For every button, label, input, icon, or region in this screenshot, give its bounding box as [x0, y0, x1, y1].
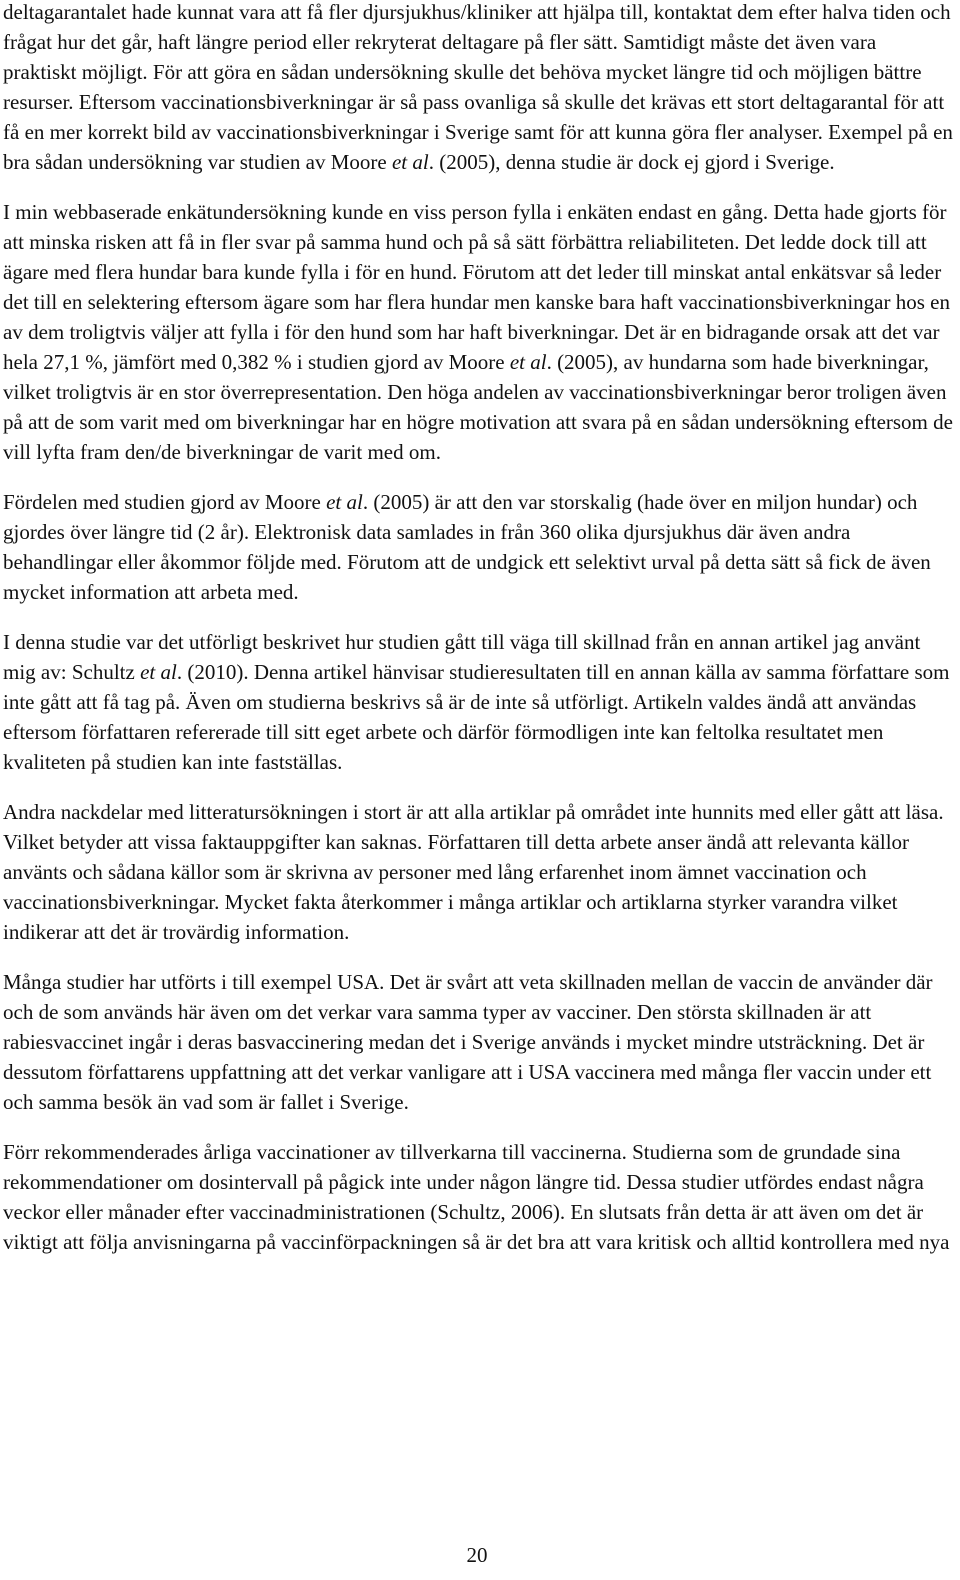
paragraph-text: deltagarantalet hade kunnat vara att få fler djursjukhus/kliniker att hjälpa till, kontaktat dem efter halva tiden och frågat hur det går, haft längre period eller rekryterat deltagare på fler sätt. Samtidigt måste det även vara praktiskt möjligt. För att göra en sådan undersökning skulle det behöva mycket längre tid och möjligen bättre resurser. Eftersom vaccinationsbiverkningar är så pass ovanliga så skulle det krävas ett stort deltagarantal för att få en mer korrekt bild av vaccinationsbiverkningar i Sverige samt för att kunna göra fler analyser. Exempel på en bra sådan undersökning var studien av Moore	[3, 0, 953, 174]
paragraph-text: I min webbaserade enkätundersökning kunde en viss person fylla i enkäten endast en gång. Detta hade gjorts för att minska risken att få in fler svar på samma hund och på så sätt förbättra reliabiliteten. Det ledde dock till att ägare med flera hundar bara kunde fylla i för en hund. Förutom att det leder till minskat antal enkätsvar så leder det till en selektering eftersom ägare som har flera hundar men kanske bara haft vaccinationsbiverkningar hos en av dem troligtvis väljer att fylla i för den hund som har haft biverkningar. Det är en bidragande orsak att det var hela 27,1 %, jämfört med 0,382 % i studien gjord av Moore	[3, 200, 950, 374]
paragraph-text: Fördelen med studien gjord av Moore	[3, 490, 327, 514]
body-text	[3, 0, 954, 1257]
italic-text: et al	[391, 150, 429, 174]
paragraph	[3, 0, 954, 177]
paragraph-text: I denna studie var det utförligt beskrivet hur studien gått till väga till skillnad från en annan artikel jag använt mig av: Schultz	[3, 630, 921, 684]
paragraph-text: . (2010). Denna artikel hänvisar studieresultaten till en annan källa av samma författare som inte gått att få tag på. Även om studierna beskrivs så är de inte så utförligt. Artikeln valdes ändå att användas eftersom författaren refererade till sitt eget arbete och därför förmodligen inte kan feltolka resultatet men kvaliteten på studien kan inte fastställas.	[3, 660, 950, 774]
paragraph-text: . (2005), av hundarna som hade biverkningar, vilket troligtvis är en stor överrepresentation. Den höga andelen av vaccinationsbiverkningar beror troligen även på att de som varit med om biverkningar har en högre motivation att svara på en sådan undersökning eftersom de vill lyfta fram den/de biverkningar de varit med om.	[3, 350, 953, 464]
italic-text: et al	[326, 490, 363, 514]
italic-text: et al	[140, 660, 177, 684]
paragraph	[3, 627, 954, 777]
paragraph-text: Många studier har utförts i till exempel USA. Det är svårt att veta skillnaden mellan de vaccin de använder där och de som används här även om det verkar vara samma typer av vacciner. Den största skillnaden är att rabiesvaccinet ingår i deras basvaccinering medan det i Sverige används i mycket mindre utsträckning. Det är dessutom författarens uppfattning att det verkar vanligare att i USA vaccinera med många fler vaccin under ett och samma besök än vad som är fallet i Sverige.	[3, 970, 933, 1114]
paragraph	[3, 797, 954, 947]
paragraph-text: Förr rekommenderades årliga vaccinationer av tillverkarna till vaccinerna. Studierna som de grundade sina rekommendationer om dosintervall på pågick inte under någon längre tid. Dessa studier utfördes endast några veckor eller månader efter vaccinadministrationen (Schultz, 2006). En slutsats från detta är att även om det är viktigt att följa anvisningarna på vaccinförpackningen så är det bra att vara kritisk och alltid kontrollera med nya	[3, 1140, 950, 1254]
paragraph-text: Andra nackdelar med litteratursökningen i stort är att alla artiklar på området inte hunnits med eller gått att läsa. Vilket betyder att vissa faktauppgifter kan saknas. Författaren till detta arbete anser ändå att relevanta källor använts och sådana källor som är skrivna av personer med lång erfarenhet inom ämnet vaccination och vaccinationsbiverkningar. Mycket fakta återkommer i många artiklar och artiklarna styrker varandra vilket indikerar att det är trovärdig information.	[3, 800, 944, 944]
paragraph	[3, 197, 954, 467]
paragraph-text: . (2005), denna studie är dock ej gjord i Sverige.	[428, 150, 835, 174]
paragraph	[3, 967, 954, 1117]
paragraph-text: . (2005) är att den var storskalig (hade över en miljon hundar) och gjordes över längre tid (2 år). Elektronisk data samlades in från 360 olika djursjukhus där även andra behandlingar eller åkommor följde med. Förutom att de undgick ett selektivt urval på detta sätt så fick de även mycket information att arbeta med.	[3, 490, 931, 604]
paragraph	[3, 1137, 954, 1257]
page-number: 20	[466, 1543, 488, 1567]
paragraph	[3, 487, 954, 607]
italic-text: et al	[509, 350, 547, 374]
